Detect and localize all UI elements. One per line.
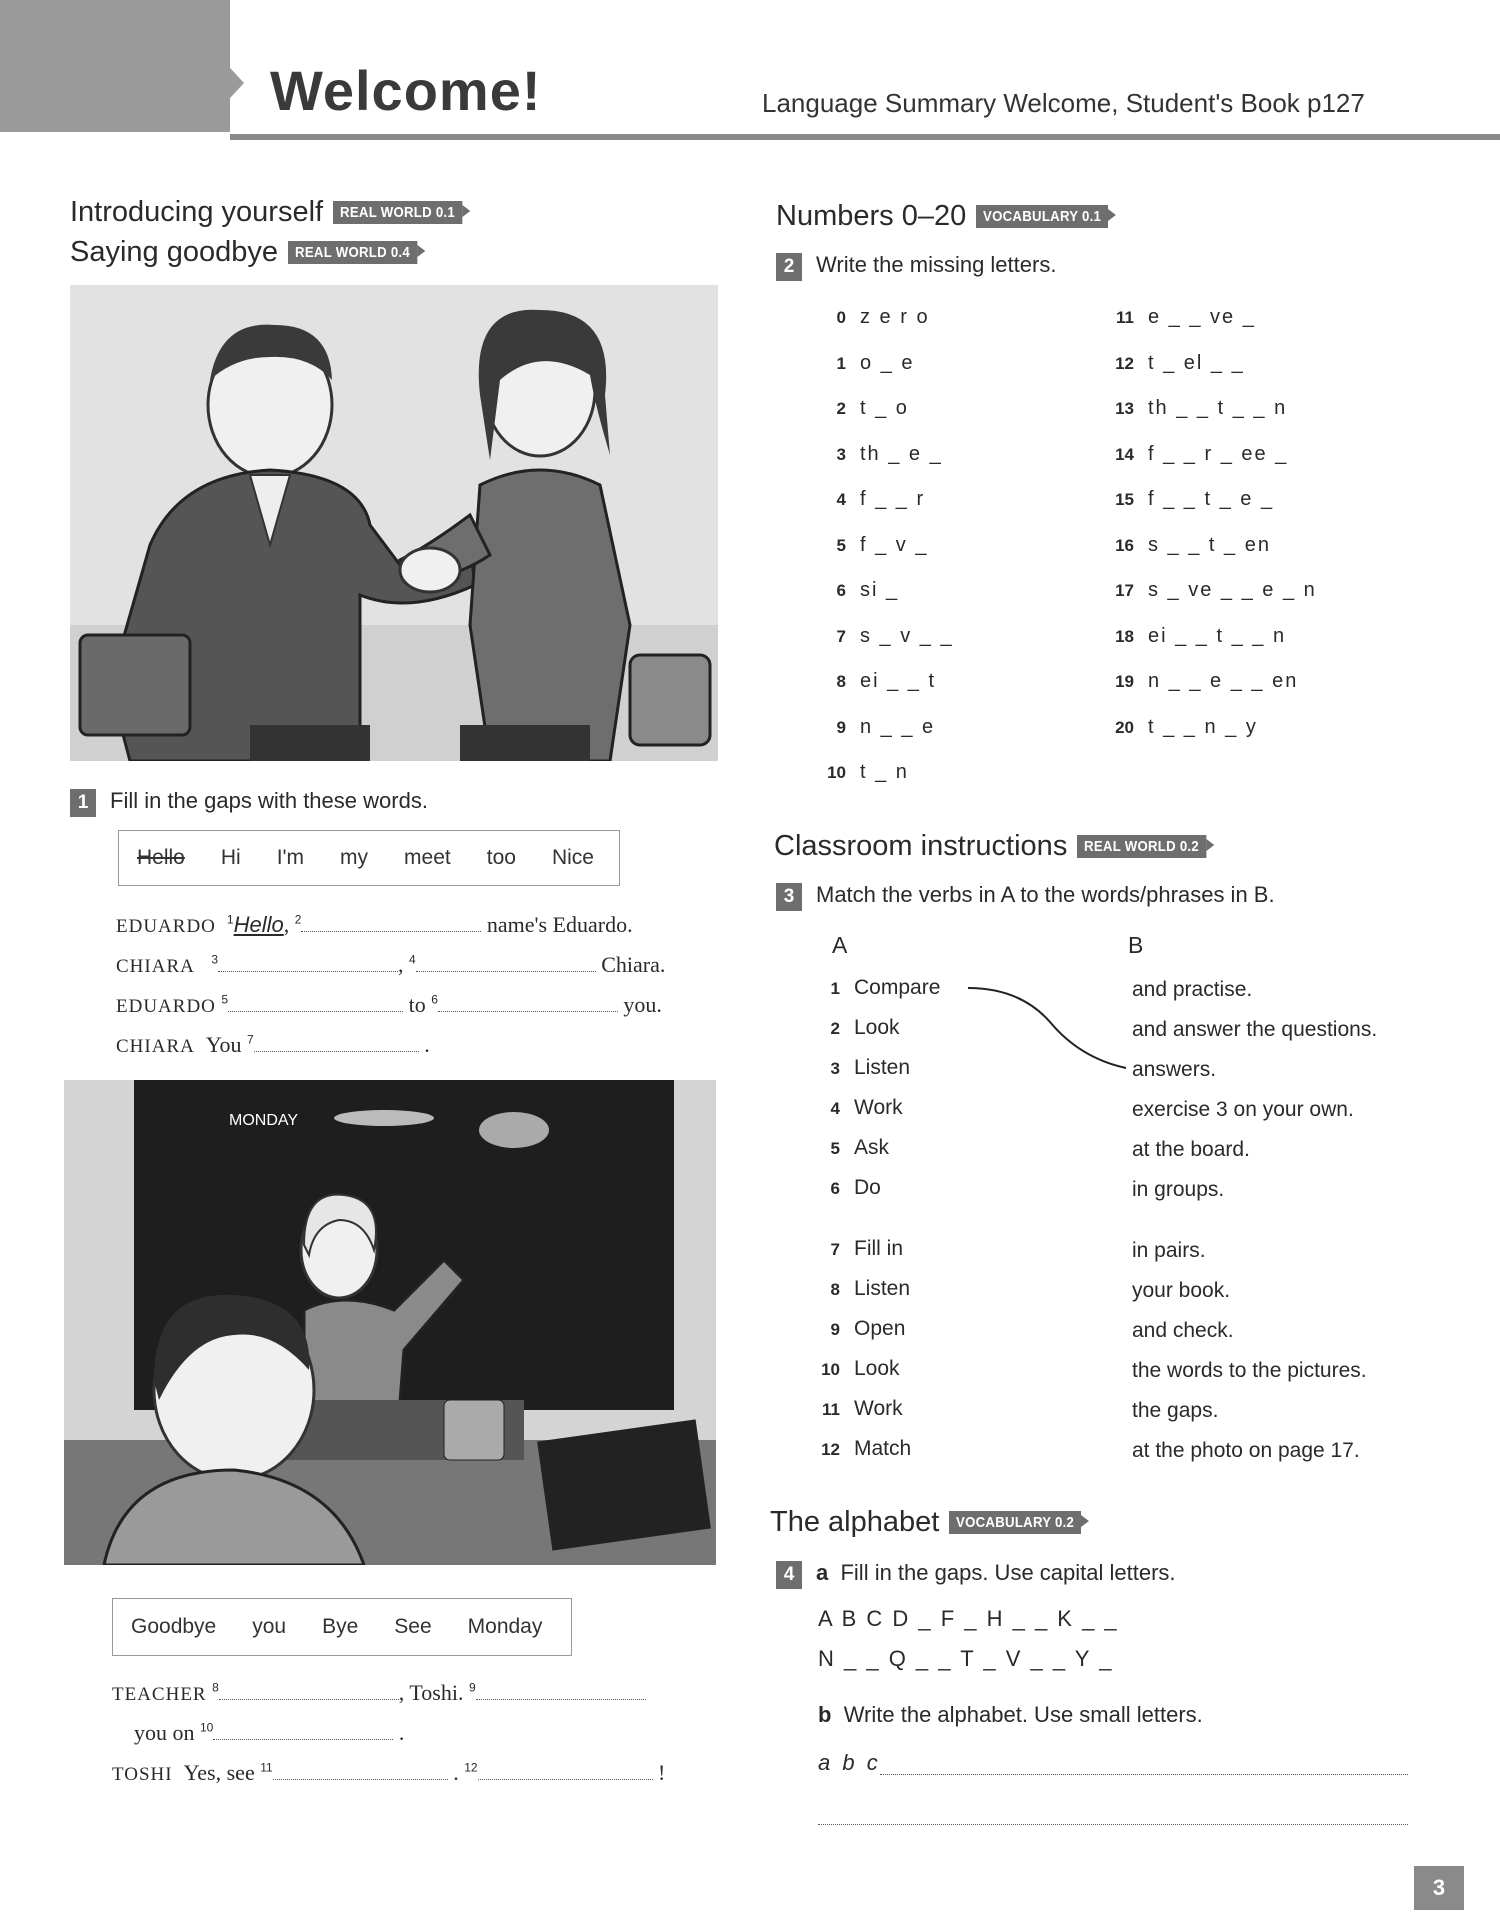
number-word[interactable]: t _ _ n _ y xyxy=(1148,715,1258,738)
exercise-3-instruction: 3 Match the verbs in A to the words/phrases in B. xyxy=(776,882,1275,911)
write-line[interactable] xyxy=(818,1824,1408,1825)
item-number: 1 xyxy=(830,979,840,998)
write-line[interactable] xyxy=(880,1774,1408,1775)
number-item[interactable] xyxy=(820,488,925,511)
verb: Look xyxy=(854,1016,900,1039)
verb: Do xyxy=(854,1176,881,1199)
header-tab xyxy=(0,0,230,132)
number-label: 19 xyxy=(1115,672,1134,691)
number-item[interactable] xyxy=(1108,352,1245,375)
number-word[interactable]: f _ _ r _ ee _ xyxy=(1148,442,1289,465)
number-word[interactable]: n _ _ e xyxy=(860,715,936,738)
number-item[interactable] xyxy=(1108,488,1274,511)
number-item[interactable] xyxy=(1108,579,1317,602)
item-number: 11 xyxy=(822,1400,840,1419)
match-b-item[interactable]: the words to the pictures. xyxy=(1132,1359,1367,1382)
match-a-item[interactable] xyxy=(818,1357,900,1381)
verb: Work xyxy=(854,1096,903,1119)
number-item[interactable] xyxy=(1108,306,1256,329)
number-word[interactable]: s _ ve _ _ e _ n xyxy=(1148,579,1317,601)
dialogue-line: CHIARA You $^7$ . xyxy=(116,1032,430,1057)
item-number: 4 xyxy=(830,1099,840,1118)
section-heading-classroom: Classroom instructions REAL WORLD 0.2 xyxy=(774,830,1224,863)
exercise-number: 1 xyxy=(70,789,96,817)
number-label: 14 xyxy=(1115,444,1134,464)
match-b-item[interactable]: at the board. xyxy=(1132,1138,1250,1161)
word: meet xyxy=(404,846,451,869)
item-number: 8 xyxy=(830,1280,840,1299)
match-b-item[interactable]: the gaps. xyxy=(1132,1399,1219,1422)
match-b-item[interactable]: at the photo on page 17. xyxy=(1132,1439,1360,1462)
number-label: 12 xyxy=(1115,353,1134,373)
number-word[interactable]: f _ _ t _ e _ xyxy=(1148,488,1275,510)
word: Hello xyxy=(137,846,185,869)
number-word[interactable]: t _ el _ _ xyxy=(1148,351,1245,374)
number-label: 2 xyxy=(836,399,846,418)
match-b-item[interactable]: in groups. xyxy=(1132,1178,1225,1201)
number-label: 7 xyxy=(836,626,846,646)
alphabet-start: a b c xyxy=(818,1750,881,1775)
number-item[interactable] xyxy=(1108,534,1271,557)
number-label: 15 xyxy=(1115,490,1134,509)
dialogue-line: TEACHER $^8$ , Toshi. $^9$ xyxy=(112,1680,646,1706)
word: Nice xyxy=(551,846,594,869)
dialogue-line: you on $^{10}$ . xyxy=(134,1720,405,1745)
header-rule xyxy=(230,134,1500,140)
number-word[interactable]: th _ e _ xyxy=(860,442,943,465)
verb: Listen xyxy=(854,1277,911,1300)
item-number: 7 xyxy=(830,1240,840,1259)
number-label: 5 xyxy=(836,535,846,555)
vocabulary-tag: VOCABULARY 0.1 xyxy=(976,205,1108,228)
section-heading-numbers: Numbers 0–20 VOCABULARY 0.1 xyxy=(776,200,1126,233)
match-a-item[interactable] xyxy=(818,1096,903,1120)
exercise-number: 2 xyxy=(776,253,802,281)
number-label: 18 xyxy=(1115,626,1134,646)
number-label: 1 xyxy=(836,353,846,373)
number-word[interactable]: si _ xyxy=(860,579,900,601)
board-text: MONDAY xyxy=(229,1112,299,1129)
number-item[interactable] xyxy=(820,761,909,784)
answer-hello: Hello xyxy=(233,912,284,937)
section-heading-alphabet: The alphabet VOCABULARY 0.2 xyxy=(770,1506,1100,1539)
match-line xyxy=(960,978,1130,1074)
page-number: 3 xyxy=(1414,1866,1464,1910)
number-item[interactable] xyxy=(1108,716,1258,739)
gap-field[interactable] xyxy=(228,993,403,1012)
number-word[interactable]: ei _ _ t xyxy=(860,670,937,692)
alphabet-row-2[interactable]: N _ _ Q _ _ T _ V _ _ Y _ xyxy=(818,1646,1114,1671)
gap-field[interactable] xyxy=(218,953,398,972)
number-item[interactable] xyxy=(1108,397,1287,420)
gap-field[interactable] xyxy=(219,1681,399,1700)
number-label: 13 xyxy=(1115,399,1134,418)
match-b-item[interactable]: and check. xyxy=(1132,1319,1234,1342)
match-b-item[interactable]: exercise 3 on your own. xyxy=(1132,1098,1354,1121)
word: my xyxy=(340,846,369,869)
column-a-heading: A xyxy=(832,932,848,958)
word: Hi xyxy=(220,846,241,869)
gap-field[interactable] xyxy=(213,1721,393,1740)
number-item[interactable] xyxy=(820,397,909,420)
match-a-item[interactable] xyxy=(818,1056,910,1080)
number-item[interactable] xyxy=(1108,625,1286,648)
match-a-item[interactable] xyxy=(818,976,940,1000)
match-b-item[interactable]: and practise. xyxy=(1132,978,1253,1001)
item-number: 6 xyxy=(830,1179,840,1198)
verb: Ask xyxy=(854,1136,890,1159)
dialogue-line: EDUARDO $^1$Hello, $^2$ name's Eduardo. xyxy=(116,912,633,937)
number-item[interactable] xyxy=(820,579,899,602)
number-word[interactable]: s _ v _ _ xyxy=(860,624,954,647)
word: See xyxy=(394,1615,432,1638)
exercise-1-instruction: 1 Fill in the gaps with these words. xyxy=(70,788,428,817)
section-heading-goodbye: Saying goodbye REAL WORLD 0.4 xyxy=(70,236,435,269)
verb: Compare xyxy=(854,976,941,999)
exercise-4a-instruction: 4 a Fill in the gaps. Use capital letters. xyxy=(776,1560,1176,1589)
page-subtitle: Language Summary Welcome, Student's Book p127 xyxy=(762,88,1365,118)
word: Monday xyxy=(467,1615,543,1638)
number-item[interactable] xyxy=(820,352,914,375)
gap-field[interactable] xyxy=(438,993,618,1012)
real-world-tag: REAL WORLD 0.4 xyxy=(288,241,417,264)
number-item[interactable] xyxy=(820,534,928,557)
dialogue-line: CHIARA $^3$ , $^4$ Chiara. xyxy=(116,952,666,977)
handshake-illustration xyxy=(70,285,718,761)
item-number: 9 xyxy=(830,1320,840,1339)
word-box-2 xyxy=(112,1598,572,1656)
number-word[interactable]: f _ _ r xyxy=(860,488,926,510)
match-b-item[interactable]: in pairs. xyxy=(1132,1239,1206,1262)
number-word[interactable]: z e r o xyxy=(860,306,930,328)
number-label: 10 xyxy=(827,763,846,782)
verb: Look xyxy=(854,1357,900,1380)
section-heading-introducing: Introducing yourself REAL WORLD 0.1 xyxy=(70,196,480,229)
number-item[interactable] xyxy=(820,443,943,466)
number-item[interactable] xyxy=(1108,443,1288,466)
gap-field[interactable] xyxy=(476,1681,646,1700)
exercise-4b-instruction: b Write the alphabet. Use small letters. xyxy=(818,1702,1203,1727)
gap-field[interactable] xyxy=(416,953,596,972)
column-b-heading: B xyxy=(1128,932,1144,958)
classroom-illustration xyxy=(64,1080,716,1565)
match-a-item[interactable] xyxy=(818,1136,889,1160)
match-b-item[interactable]: your book. xyxy=(1132,1279,1231,1302)
word: Bye xyxy=(322,1615,359,1638)
item-number: 3 xyxy=(830,1059,840,1078)
alphabet-row-1[interactable]: A B C D _ F _ H _ _ K _ _ xyxy=(818,1606,1119,1631)
word: you xyxy=(252,1615,287,1638)
real-world-tag: REAL WORLD 0.1 xyxy=(333,201,462,224)
item-number: 12 xyxy=(821,1440,840,1459)
number-word[interactable]: th _ _ t _ _ n xyxy=(1148,397,1288,419)
number-word[interactable]: n _ _ e _ _ en xyxy=(1148,670,1299,692)
item-number: 2 xyxy=(830,1019,840,1038)
number-label: 6 xyxy=(836,581,846,600)
number-label: 16 xyxy=(1115,535,1134,555)
real-world-tag: REAL WORLD 0.2 xyxy=(1077,835,1206,858)
verb: Fill in xyxy=(854,1237,904,1260)
match-a-item[interactable] xyxy=(818,1397,903,1421)
verb: Open xyxy=(854,1317,906,1340)
number-item[interactable] xyxy=(820,625,954,648)
gap-field[interactable] xyxy=(478,1761,653,1780)
number-label: 17 xyxy=(1115,581,1134,600)
number-item[interactable] xyxy=(1108,670,1298,693)
verb: Match xyxy=(854,1437,912,1460)
number-item[interactable] xyxy=(820,306,930,329)
number-word[interactable]: t _ n xyxy=(860,761,909,783)
vocabulary-tag: VOCABULARY 0.2 xyxy=(949,1511,1081,1534)
number-item[interactable] xyxy=(820,716,935,739)
number-word[interactable]: f _ v _ xyxy=(860,533,929,556)
number-label: 20 xyxy=(1115,717,1134,737)
gap-field[interactable] xyxy=(301,913,481,932)
word: I'm xyxy=(276,846,305,869)
word: Goodbye xyxy=(131,1615,217,1638)
page-title: Welcome! xyxy=(270,59,542,122)
number-word[interactable]: ei _ _ t _ _ n xyxy=(1148,624,1287,647)
dialogue-line: TOSHI Yes, see $^{11}$ . $^{12}$ ! xyxy=(112,1760,666,1785)
number-item[interactable] xyxy=(820,670,936,693)
match-a-item[interactable] xyxy=(818,1176,881,1200)
number-word[interactable]: e _ _ ve _ xyxy=(1148,306,1256,328)
exercise-number: 3 xyxy=(776,883,802,911)
number-label: 8 xyxy=(836,672,846,691)
number-label: 9 xyxy=(836,717,846,737)
match-a-item[interactable] xyxy=(818,1016,900,1040)
header-arrow xyxy=(218,55,244,111)
verb: Listen xyxy=(854,1056,911,1079)
exercise-2-instruction: 2 Write the missing letters. xyxy=(776,252,1056,281)
word-box-1 xyxy=(118,830,620,886)
match-a-item[interactable] xyxy=(818,1277,910,1301)
match-a-item[interactable] xyxy=(818,1237,903,1261)
exercise-number: 4 xyxy=(776,1561,802,1589)
verb: Work xyxy=(854,1397,903,1420)
number-label: 0 xyxy=(836,308,846,327)
number-word[interactable]: s _ _ t _ en xyxy=(1148,533,1271,556)
match-b-item[interactable]: answers. xyxy=(1132,1058,1217,1081)
match-b-item[interactable]: and answer the questions. xyxy=(1132,1018,1378,1041)
word: too xyxy=(486,846,516,869)
dialogue-line: EDUARDO $^5$ to $^6$ you. xyxy=(116,992,662,1017)
match-a-item[interactable] xyxy=(818,1317,905,1341)
number-label: 4 xyxy=(836,490,846,509)
number-word[interactable]: o _ e xyxy=(860,351,915,374)
number-label: 11 xyxy=(1116,308,1134,327)
match-a-item[interactable] xyxy=(818,1437,911,1461)
item-number: 10 xyxy=(821,1360,840,1379)
gap-field[interactable] xyxy=(254,1033,419,1052)
number-label: 3 xyxy=(836,444,846,464)
gap-field[interactable] xyxy=(273,1761,448,1780)
number-word[interactable]: t _ o xyxy=(860,397,909,419)
item-number: 5 xyxy=(830,1139,840,1158)
